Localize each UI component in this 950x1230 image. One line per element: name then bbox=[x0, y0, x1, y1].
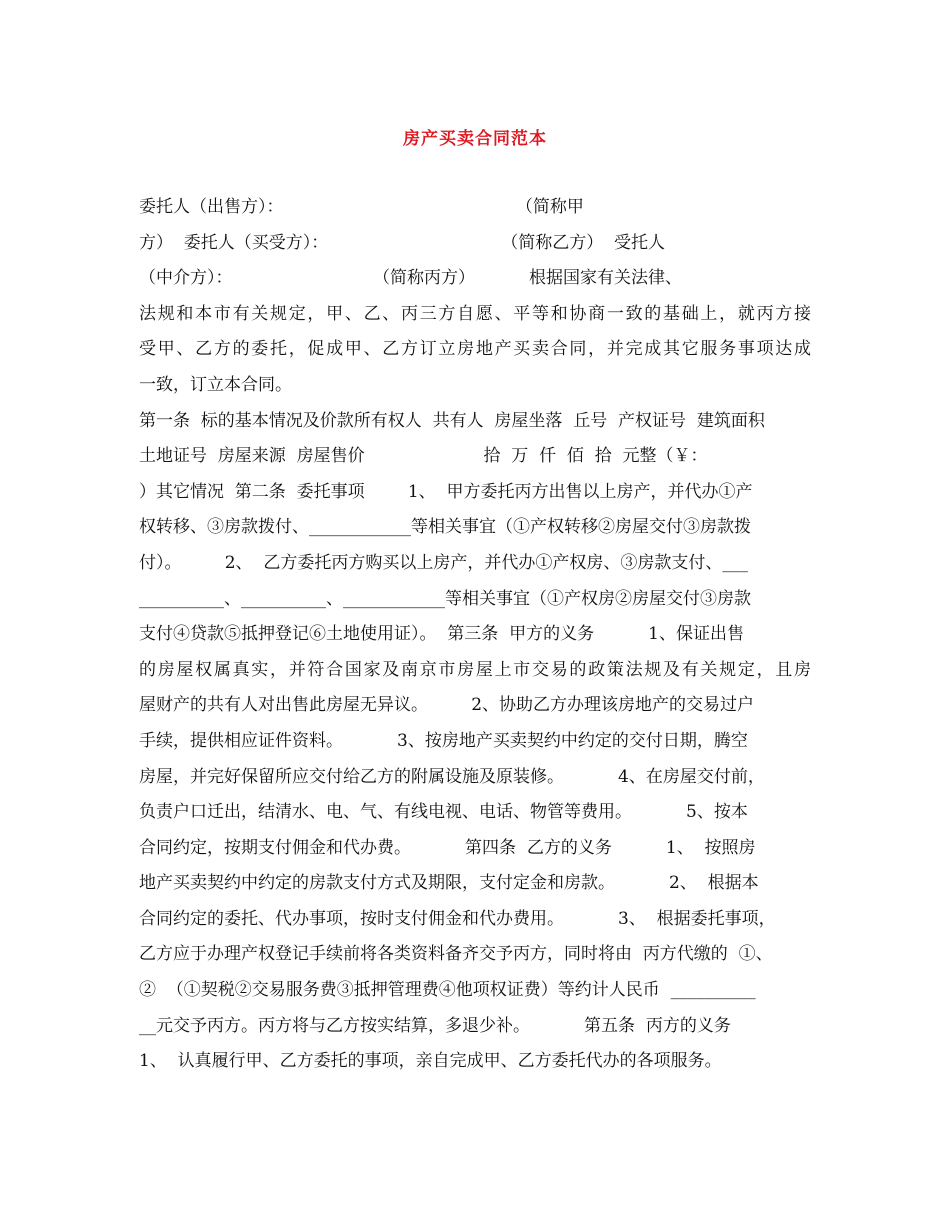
text-line: 权转移、③房款拨付、____________等相关事宜（①产权转移②房屋交付③房款拨 bbox=[139, 517, 751, 538]
text-line: 付）。 2、 乙方委托丙方购买以上房产，并代办①产权房、③房款支付、___ bbox=[139, 552, 748, 573]
text-line: 法规和本市有关规定，甲、乙、丙三方自愿、平等和协商一致的基础上，就丙方接 bbox=[139, 303, 811, 324]
text-line: 受甲、乙方的委托，促成甲、乙方订立房地产买卖合同，并完成其它服务事项达成 bbox=[139, 339, 811, 360]
text-line: 的房屋权属真实，并符合国家及南京市房屋上市交易的政策法规及有关规定，且房 bbox=[139, 659, 811, 680]
text-line: 房屋，并完好保留所应交付给乙方的附属设施及原装修。 4、在房屋交付前， bbox=[139, 766, 765, 787]
text-line: 方） 委托人（买受方）： （简称乙方） 受托人 bbox=[139, 232, 666, 253]
text-line: 一致，订立本合同。 bbox=[139, 374, 292, 395]
text-line: 土地证号 房屋来源 房屋售价 拾 万 仟 佰 拾 元整（￥： bbox=[139, 446, 708, 467]
contract-body bbox=[139, 190, 811, 1080]
text-line: 合同约定的委托、代办事项，按时支付佣金和代办费用。 3、 根据委托事项， bbox=[139, 908, 776, 929]
text-line: ）其它情况 第二条 委托事项 1、 甲方委托丙方出售以上房产，并代办①产 bbox=[139, 481, 753, 502]
text-line: 支付④贷款⑤抵押登记⑥土地使用证）。 第三条 甲方的义务 1、保证出售 bbox=[139, 624, 744, 645]
text-line: 1、 认真履行甲、乙方委托的事项，亲自完成甲、乙方委托代办的各项服务。 bbox=[139, 1051, 722, 1072]
text-line: 合同约定，按期支付佣金和代办费。 第四条 乙方的义务 1、 按照房 bbox=[139, 837, 756, 858]
document-title: 房产买卖合同范本 bbox=[403, 129, 547, 149]
text-line: __元交予丙方。丙方将与乙方按实结算，多退少补。 第五条 丙方的义务 bbox=[139, 1015, 731, 1036]
text-line: 第一条 标的基本情况及价款所有权人 共有人 房屋坐落 丘号 产权证号 建筑面积 bbox=[139, 410, 765, 431]
text-line: __________、__________、____________等相关事宜（①产权房②房屋交付③房款 bbox=[139, 588, 751, 609]
text-line: 委托人（出售方）： （简称甲 bbox=[139, 197, 584, 217]
text-line: 负责户口迁出，结清水、电、气、有线电视、电话、物管等费用。 5、按本 bbox=[139, 802, 748, 823]
text-line: 屋财产的共有人对出售此房屋无异议。 2、协助乙方办理该房地产的交易过户 bbox=[139, 695, 755, 716]
text-line: 地产买卖契约中约定的房款支付方式及期限，支付定金和房款。 2、 根据本 bbox=[139, 873, 759, 894]
text-line: ② （①契税②交易服务费③抵押管理费④他项权证费）等约计人民币 __________ bbox=[139, 980, 756, 1001]
text-line: 手续，提供相应证件资料。 3、按房地产买卖契约中约定的交付日期，腾空 bbox=[139, 730, 748, 751]
text-line: （中介方）： （简称丙方） 根据国家有关法律、 bbox=[139, 268, 683, 289]
text-line: 乙方应于办理产权登记手续前将各类资料备齐交予丙方，同时将由 丙方代缴的 ①、 bbox=[139, 944, 773, 965]
